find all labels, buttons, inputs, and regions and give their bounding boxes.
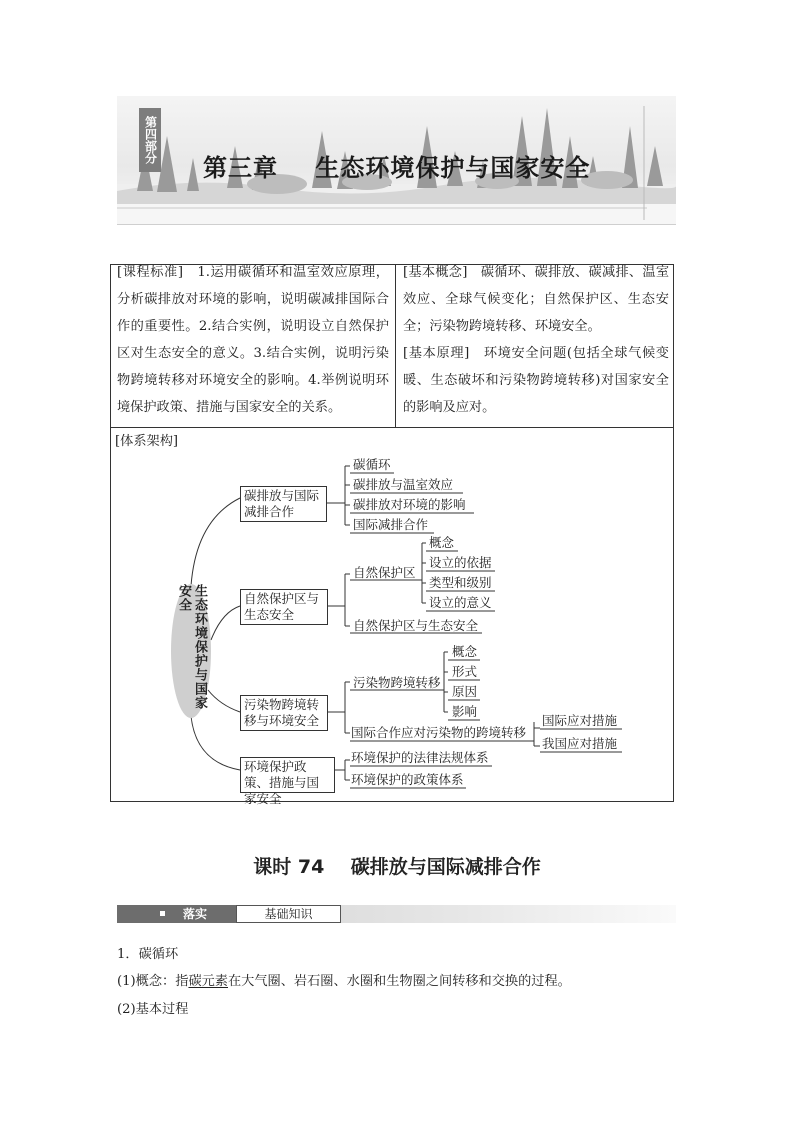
branch-pollution [240,695,328,731]
center-label: 生态环境保护与国家安全 [176,584,207,710]
leaf: 设立的意义 [429,595,492,610]
leaf: 概念 [429,535,455,550]
leaf: 设立的依据 [429,555,492,570]
section-tag-label: 落实 [183,907,208,921]
branch-policy-label: 环境保护政策、措施与国家安全 [244,759,320,806]
lesson-title: 课时 74 碳排放与国际减排合作 [253,856,541,878]
leaf: 环境保护的法律法规体系 [351,750,489,765]
framework-label: [体系架构] [115,434,179,449]
part-tag: 第四部分 [139,108,161,172]
principles-text: 环境安全问题(包括全球气候变暖、生态破坏和污染物跨境转移)对国家安全的影响及应对。 [403,346,669,415]
section-tag [117,905,236,923]
branch-carbon [240,486,327,522]
leaf: 类型和级别 [429,575,492,590]
branch-policy [240,757,335,806]
subnode: 自然保护区 [353,565,416,580]
mindmap-center-node [171,584,211,718]
leaf: 我国应对措施 [542,736,618,751]
concept-rest: 在大气圈、岩石圈、水圈和生物圈之间转移和交换的过程。 [228,974,571,989]
branch-pollution-label: 污染物跨境转移与环境安全 [244,697,320,728]
leaf: 概念 [452,644,478,659]
branch-reserve [240,589,328,625]
branch-carbon-label: 碳排放与国际减排合作 [244,488,320,519]
standards-label: [课程标准] [117,265,183,280]
leaf: 国际减排合作 [353,517,429,532]
leaf: 碳排放对环境的影响 [353,497,466,512]
leaf: 环境保护的政策体系 [351,772,464,787]
leaf: 碳排放与温室效应 [353,477,454,492]
leaf: 原因 [452,684,478,699]
section-subtitle: 基础知识 [236,905,341,923]
concept-prefix: (1)概念：指 [117,974,189,989]
branch-reserve-label: 自然保护区与生态安全 [244,591,320,622]
leaf: 形式 [452,664,478,679]
chapter-title: 第三章 生态环境保护与国家安全 [203,154,591,182]
subnode: 国际合作应对污染物的跨境转移 [351,725,527,740]
leaf: 碳循环 [353,457,391,472]
leaf: 影响 [452,704,478,719]
leaf: 自然保护区与生态安全 [353,618,479,633]
process-heading: (2)基本过程 [117,1002,189,1017]
heading-carbon-cycle: 1．碳循环 [117,947,179,962]
leaf: 国际应对措施 [542,713,618,728]
concepts-label: [基本概念] [403,265,468,280]
standards-text: 1.运用碳循环和温室效应原理，分析碳排放对环境的影响，说明碳减排国际合作的重要性。2.结合实例，说明设立自然保护区对生态安全的意义。3.结合实例，说明污染物跨境转移对环境安全的影响。4.举例说明环境保护政策、措施与国家安全的关系。 [117,265,389,415]
concept-paragraph [117,973,571,991]
principles-label: [基本原理] [403,346,470,361]
subnode: 污染物跨境转移 [353,675,441,690]
concept-keyword: 碳元素 [188,974,228,989]
square-icon [160,911,165,916]
concepts-text: 碳循环、碳排放、碳减排、温室效应、全球气候变化；自然保护区、生态安全；污染物跨境转移、环境安全。 [403,265,670,334]
